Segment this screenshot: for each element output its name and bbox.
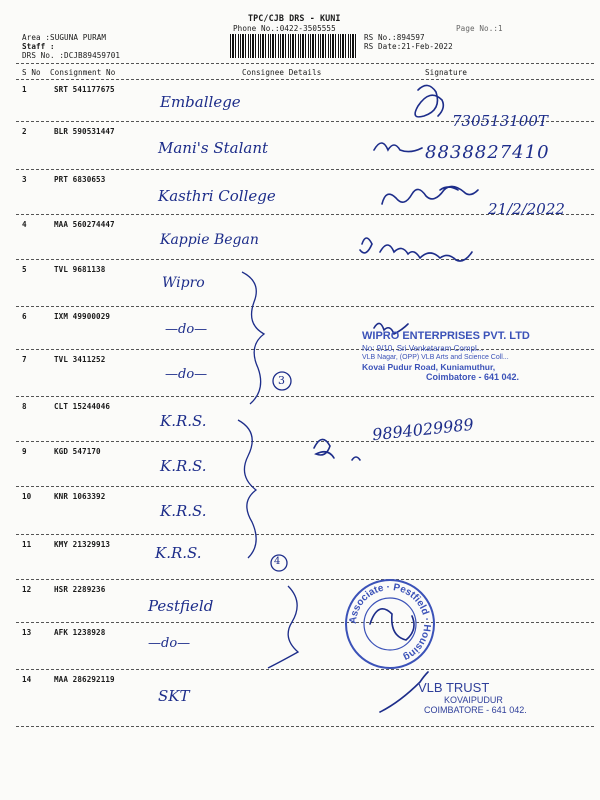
- handwritten-phone: 8838827410: [425, 142, 550, 163]
- handwritten-phone-row9: 9894029989: [371, 414, 475, 445]
- row-consignee-handwritten: Kasthri College: [158, 187, 276, 205]
- row-consignment-number: MAA 286292119: [54, 675, 115, 684]
- row-consignee-handwritten: —do—: [165, 367, 208, 382]
- row-consignee-handwritten: K.R.S.: [160, 457, 207, 475]
- drs-number: DRS No. :DCJB89459701: [22, 51, 121, 60]
- row-sno: 10: [22, 492, 32, 501]
- row-consignment-number: HSR 2289236: [54, 585, 106, 594]
- row-sno: 9: [22, 447, 27, 456]
- row-consignment-number: CLT 15244046: [54, 402, 111, 411]
- wipro-stamp: [362, 330, 594, 382]
- signature-row2: [374, 143, 422, 152]
- phone-number: Phone No.:0422-3505555: [233, 24, 336, 33]
- signature-row4: [360, 238, 472, 261]
- row-consignment-number: MAA 560274447: [54, 220, 115, 229]
- vlb-stamp-line3: COIMBATORE - 641 042.: [424, 705, 527, 715]
- area-label: Area :SUGUNA PURAM: [22, 33, 107, 42]
- column-header-consignment: Consignment No: [50, 68, 116, 77]
- row-consignment-number: TVL 9681138: [54, 265, 106, 274]
- circle-4-label: 4: [274, 556, 281, 567]
- column-header-consignee: Consignee Details: [242, 68, 322, 77]
- row-consignee-handwritten: —do—: [165, 322, 208, 337]
- row-consignee-handwritten: K.R.S.: [155, 544, 202, 562]
- vlb-stamp-line1: VLB TRUST: [418, 680, 490, 695]
- column-header-signature: Signature: [425, 68, 468, 77]
- row-sno: 3: [22, 175, 27, 184]
- row-consignee-handwritten: Wipro: [162, 275, 205, 291]
- report-title: TPC/CJB DRS - KUNI: [248, 13, 341, 23]
- row-sno: 11: [22, 540, 32, 549]
- wipro-stamp-line1: WIPRO ENTERPRISES PVT. LTD: [362, 330, 530, 342]
- row-sno: 14: [22, 675, 32, 684]
- row-sno: 4: [22, 220, 27, 229]
- row-consignee-handwritten: SKT: [158, 687, 190, 705]
- row-sno: 2: [22, 127, 27, 136]
- row-consignment-number: IXM 49900029: [54, 312, 111, 321]
- row-sno: 1: [22, 85, 27, 94]
- staff-label: Staff :: [22, 42, 55, 51]
- row-consignment-number: BLR 590531447: [54, 127, 115, 136]
- vlb-stamp-line2: KOVAIPUDUR: [444, 695, 503, 705]
- row-consignee-handwritten: K.R.S.: [160, 412, 207, 430]
- vlb-stamp: [418, 680, 527, 715]
- wipro-stamp-line4: Kovai Pudur Road, Kuniamuthur,: [362, 362, 496, 372]
- row-consignee-handwritten: Mani's Stalant: [158, 139, 269, 157]
- footer-divider: [16, 726, 594, 727]
- row-consignee-handwritten: Emballege: [160, 93, 241, 111]
- row-consignment-number: KMY 21329913: [54, 540, 111, 549]
- row-sno: 5: [22, 265, 27, 274]
- row-consignee-handwritten: —do—: [148, 636, 191, 651]
- row-consignment-number: TVL 3411252: [54, 355, 106, 364]
- row-consignee-handwritten: Pestfield: [148, 597, 214, 615]
- row-consignment-number: AFK 1238928: [54, 628, 106, 637]
- row-sno: 6: [22, 312, 27, 321]
- row-sno: 13: [22, 628, 32, 637]
- pestfield-seal: [344, 578, 436, 670]
- bracket-wipro: [242, 272, 264, 404]
- signature-row9: [314, 439, 360, 460]
- signature-row3: [382, 186, 478, 204]
- page-number: Page No.:1: [456, 24, 503, 33]
- row-consignment-number: PRT 6830653: [54, 175, 106, 184]
- svg-text:Associate · Pestfield · Housin: [348, 582, 432, 663]
- row-sno: 7: [22, 355, 27, 364]
- column-header-sno: S No: [22, 68, 41, 77]
- handwritten-number: 730513100T: [452, 112, 548, 130]
- bracket-pestfield: [268, 586, 298, 668]
- row-consignee-handwritten: K.R.S.: [160, 502, 207, 520]
- wipro-stamp-line5: Coimbatore - 641 042.: [426, 372, 520, 382]
- wipro-stamp-line2: No: 9/10, Sri Venkataram Compl...: [362, 344, 484, 353]
- row-consignment-number: KGD 547170: [54, 447, 101, 456]
- handwritten-date: 21/2/2022: [488, 200, 565, 218]
- rs-date: RS Date:21-Feb-2022: [364, 42, 453, 51]
- pestfield-seal-text: Associate · Pestfield · Housing: [347, 581, 433, 663]
- row-consignment-number: SRT 541177675: [54, 85, 115, 94]
- row-sno: 12: [22, 585, 32, 594]
- wipro-stamp-line3: VLB Nagar, (OPP) VLB Arts and Science Coll...: [362, 354, 509, 361]
- row-sno: 8: [22, 402, 27, 411]
- row-consignee-handwritten: Kappie Began: [160, 232, 259, 248]
- circle-3-label: 3: [278, 374, 285, 387]
- signature-row1: [415, 85, 443, 116]
- row-consignment-number: KNR 1063392: [54, 492, 106, 501]
- bracket-krs: [238, 420, 256, 558]
- rs-number: RS No.:894597: [364, 33, 425, 42]
